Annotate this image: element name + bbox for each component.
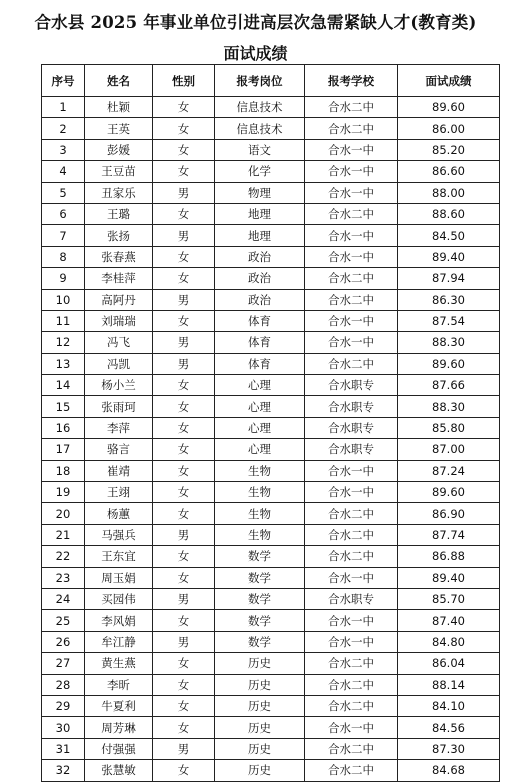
cell-score: 84.68: [398, 760, 500, 781]
cell-name: 骆言: [85, 439, 153, 460]
cell-school: 合水二中: [305, 289, 398, 310]
table-row: [42, 717, 500, 738]
cell-position: 生物: [215, 460, 305, 481]
cell-score: 89.60: [398, 482, 500, 503]
cell-school: 合水职专: [305, 375, 398, 396]
cell-position: 数学: [215, 567, 305, 588]
cell-gender: 女: [153, 503, 215, 524]
cell-no: 19: [42, 482, 85, 503]
cell-no: 26: [42, 631, 85, 652]
cell-gender: 女: [153, 610, 215, 631]
cell-position: 政治: [215, 289, 305, 310]
cell-score: 88.60: [398, 203, 500, 224]
cell-name: 周玉娟: [85, 567, 153, 588]
cell-score: 88.14: [398, 674, 500, 695]
cell-no: 31: [42, 738, 85, 759]
cell-gender: 女: [153, 760, 215, 781]
cell-school: 合水二中: [305, 97, 398, 118]
table-row: [42, 503, 500, 524]
cell-school: 合水一中: [305, 161, 398, 182]
table-row: [42, 567, 500, 588]
cell-score: 84.56: [398, 717, 500, 738]
scores-table: [41, 64, 500, 782]
cell-name: 冯凯: [85, 353, 153, 374]
cell-no: 1: [42, 97, 85, 118]
cell-name: 黄生燕: [85, 653, 153, 674]
table-row: [42, 310, 500, 331]
cell-score: 88.30: [398, 396, 500, 417]
cell-school: 合水二中: [305, 353, 398, 374]
cell-name: 李风娟: [85, 610, 153, 631]
cell-name: 李萍: [85, 417, 153, 438]
cell-gender: 女: [153, 310, 215, 331]
cell-no: 27: [42, 653, 85, 674]
cell-school: 合水二中: [305, 546, 398, 567]
header-gender: 性别: [153, 65, 215, 97]
table-row: [42, 760, 500, 781]
cell-no: 3: [42, 139, 85, 160]
cell-gender: 男: [153, 332, 215, 353]
cell-school: 合水一中: [305, 310, 398, 331]
cell-school: 合水一中: [305, 182, 398, 203]
cell-no: 9: [42, 268, 85, 289]
cell-position: 生物: [215, 482, 305, 503]
cell-no: 4: [42, 161, 85, 182]
cell-school: 合水一中: [305, 139, 398, 160]
cell-school: 合水职专: [305, 417, 398, 438]
cell-school: 合水二中: [305, 503, 398, 524]
table-row: [42, 460, 500, 481]
cell-gender: 男: [153, 289, 215, 310]
cell-no: 11: [42, 310, 85, 331]
cell-position: 信息技术: [215, 97, 305, 118]
cell-school: 合水二中: [305, 524, 398, 545]
table-row: [42, 289, 500, 310]
cell-position: 历史: [215, 695, 305, 716]
cell-name: 刘瑞瑞: [85, 310, 153, 331]
cell-position: 心理: [215, 439, 305, 460]
cell-no: 21: [42, 524, 85, 545]
cell-school: 合水二中: [305, 118, 398, 139]
cell-position: 政治: [215, 246, 305, 267]
cell-no: 30: [42, 717, 85, 738]
table-row: [42, 161, 500, 182]
cell-name: 张雨珂: [85, 396, 153, 417]
table-row: [42, 246, 500, 267]
table-row: [42, 97, 500, 118]
cell-score: 84.10: [398, 695, 500, 716]
cell-no: 25: [42, 610, 85, 631]
header-score: 面试成绩: [398, 65, 500, 97]
cell-score: 89.40: [398, 567, 500, 588]
cell-score: 89.60: [398, 97, 500, 118]
table-row: [42, 524, 500, 545]
cell-name: 王翊: [85, 482, 153, 503]
cell-gender: 女: [153, 482, 215, 503]
cell-no: 18: [42, 460, 85, 481]
cell-gender: 女: [153, 439, 215, 460]
cell-school: 合水一中: [305, 246, 398, 267]
document-title: 合水县 2025 年事业单位引进高层次急需紧缺人才(教育类): [34, 13, 477, 32]
table-row: [42, 439, 500, 460]
cell-no: 28: [42, 674, 85, 695]
table-row: [42, 203, 500, 224]
cell-position: 心理: [215, 396, 305, 417]
cell-gender: 女: [153, 203, 215, 224]
cell-position: 心理: [215, 417, 305, 438]
cell-name: 王豆苗: [85, 161, 153, 182]
cell-gender: 女: [153, 460, 215, 481]
cell-name: 杨蕙: [85, 503, 153, 524]
header-name: 姓名: [85, 65, 153, 97]
cell-school: 合水职专: [305, 396, 398, 417]
table-header: [42, 65, 500, 97]
cell-name: 丑家乐: [85, 182, 153, 203]
header-no: 序号: [42, 65, 85, 97]
cell-name: 高阿丹: [85, 289, 153, 310]
cell-name: 崔靖: [85, 460, 153, 481]
cell-name: 杨小兰: [85, 375, 153, 396]
cell-score: 84.50: [398, 225, 500, 246]
cell-no: 6: [42, 203, 85, 224]
cell-school: 合水二中: [305, 695, 398, 716]
cell-name: 张扬: [85, 225, 153, 246]
cell-position: 语文: [215, 139, 305, 160]
cell-no: 5: [42, 182, 85, 203]
cell-no: 29: [42, 695, 85, 716]
cell-no: 13: [42, 353, 85, 374]
header-position: 报考岗位: [215, 65, 305, 97]
cell-name: 付强强: [85, 738, 153, 759]
cell-name: 牛夏利: [85, 695, 153, 716]
cell-no: 14: [42, 375, 85, 396]
cell-score: 87.66: [398, 375, 500, 396]
cell-school: 合水一中: [305, 482, 398, 503]
cell-gender: 男: [153, 738, 215, 759]
table-row: [42, 139, 500, 160]
cell-score: 87.74: [398, 524, 500, 545]
cell-no: 20: [42, 503, 85, 524]
cell-no: 2: [42, 118, 85, 139]
cell-gender: 女: [153, 246, 215, 267]
cell-position: 地理: [215, 225, 305, 246]
cell-school: 合水一中: [305, 225, 398, 246]
cell-gender: 女: [153, 674, 215, 695]
cell-school: 合水二中: [305, 268, 398, 289]
cell-gender: 女: [153, 695, 215, 716]
cell-score: 87.54: [398, 310, 500, 331]
cell-gender: 女: [153, 396, 215, 417]
cell-school: 合水职专: [305, 439, 398, 460]
table-row: [42, 396, 500, 417]
cell-position: 历史: [215, 717, 305, 738]
cell-school: 合水二中: [305, 674, 398, 695]
table-row: [42, 118, 500, 139]
cell-name: 王英: [85, 118, 153, 139]
table-row: [42, 268, 500, 289]
cell-position: 物理: [215, 182, 305, 203]
cell-name: 王东宜: [85, 546, 153, 567]
cell-no: 23: [42, 567, 85, 588]
cell-position: 体育: [215, 332, 305, 353]
cell-position: 信息技术: [215, 118, 305, 139]
cell-score: 86.90: [398, 503, 500, 524]
cell-score: 88.00: [398, 182, 500, 203]
cell-name: 马强兵: [85, 524, 153, 545]
cell-no: 22: [42, 546, 85, 567]
cell-position: 历史: [215, 674, 305, 695]
cell-gender: 男: [153, 631, 215, 652]
table-row: [42, 482, 500, 503]
cell-score: 86.60: [398, 161, 500, 182]
table-row: [42, 375, 500, 396]
cell-score: 86.00: [398, 118, 500, 139]
cell-score: 85.20: [398, 139, 500, 160]
cell-school: 合水一中: [305, 332, 398, 353]
cell-gender: 男: [153, 524, 215, 545]
cell-school: 合水一中: [305, 567, 398, 588]
cell-position: 化学: [215, 161, 305, 182]
cell-no: 15: [42, 396, 85, 417]
cell-position: 数学: [215, 631, 305, 652]
cell-position: 历史: [215, 653, 305, 674]
cell-score: 87.24: [398, 460, 500, 481]
cell-name: 李昕: [85, 674, 153, 695]
cell-score: 87.94: [398, 268, 500, 289]
cell-name: 彭媛: [85, 139, 153, 160]
cell-no: 7: [42, 225, 85, 246]
table-row: [42, 353, 500, 374]
table-row: [42, 653, 500, 674]
cell-score: 86.30: [398, 289, 500, 310]
cell-school: 合水二中: [305, 653, 398, 674]
cell-score: 87.30: [398, 738, 500, 759]
cell-gender: 男: [153, 353, 215, 374]
table-body: [42, 97, 500, 782]
cell-gender: 女: [153, 417, 215, 438]
table-row: [42, 182, 500, 203]
table-row: [42, 674, 500, 695]
cell-school: 合水二中: [305, 738, 398, 759]
cell-gender: 男: [153, 225, 215, 246]
cell-no: 10: [42, 289, 85, 310]
cell-no: 17: [42, 439, 85, 460]
cell-gender: 女: [153, 118, 215, 139]
cell-position: 历史: [215, 738, 305, 759]
cell-gender: 女: [153, 268, 215, 289]
cell-position: 数学: [215, 546, 305, 567]
cell-score: 84.80: [398, 631, 500, 652]
cell-score: 89.60: [398, 353, 500, 374]
table-row: [42, 417, 500, 438]
table-row: [42, 546, 500, 567]
cell-name: 冯飞: [85, 332, 153, 353]
cell-school: 合水职专: [305, 588, 398, 609]
header-row: [42, 65, 500, 97]
cell-name: 王璐: [85, 203, 153, 224]
cell-school: 合水一中: [305, 631, 398, 652]
table-row: [42, 225, 500, 246]
cell-gender: 女: [153, 717, 215, 738]
cell-gender: 男: [153, 588, 215, 609]
cell-position: 体育: [215, 353, 305, 374]
cell-score: 89.40: [398, 246, 500, 267]
table-row: [42, 588, 500, 609]
cell-gender: 女: [153, 139, 215, 160]
document-subtitle: 面试成绩: [223, 44, 288, 63]
cell-position: 历史: [215, 760, 305, 781]
cell-name: 买园伟: [85, 588, 153, 609]
cell-score: 86.88: [398, 546, 500, 567]
cell-position: 心理: [215, 375, 305, 396]
cell-no: 12: [42, 332, 85, 353]
cell-school: 合水二中: [305, 760, 398, 781]
cell-name: 周芳琳: [85, 717, 153, 738]
cell-name: 牟江静: [85, 631, 153, 652]
cell-gender: 女: [153, 375, 215, 396]
cell-score: 88.30: [398, 332, 500, 353]
cell-school: 合水二中: [305, 203, 398, 224]
cell-position: 政治: [215, 268, 305, 289]
cell-no: 16: [42, 417, 85, 438]
cell-score: 85.70: [398, 588, 500, 609]
cell-school: 合水一中: [305, 460, 398, 481]
cell-name: 李桂萍: [85, 268, 153, 289]
cell-position: 体育: [215, 310, 305, 331]
table-row: [42, 695, 500, 716]
table-row: [42, 738, 500, 759]
table-row: [42, 332, 500, 353]
cell-gender: 女: [153, 567, 215, 588]
cell-position: 数学: [215, 610, 305, 631]
cell-gender: 女: [153, 546, 215, 567]
cell-score: 87.00: [398, 439, 500, 460]
cell-position: 地理: [215, 203, 305, 224]
cell-name: 张慧敏: [85, 760, 153, 781]
cell-no: 32: [42, 760, 85, 781]
cell-gender: 男: [153, 182, 215, 203]
cell-name: 张春燕: [85, 246, 153, 267]
cell-gender: 女: [153, 653, 215, 674]
cell-position: 数学: [215, 588, 305, 609]
cell-school: 合水一中: [305, 610, 398, 631]
table-row: [42, 610, 500, 631]
cell-gender: 女: [153, 161, 215, 182]
table-row: [42, 631, 500, 652]
cell-score: 85.80: [398, 417, 500, 438]
cell-score: 86.04: [398, 653, 500, 674]
cell-school: 合水一中: [305, 717, 398, 738]
cell-no: 24: [42, 588, 85, 609]
cell-name: 杜颖: [85, 97, 153, 118]
cell-score: 87.40: [398, 610, 500, 631]
cell-position: 生物: [215, 503, 305, 524]
header-school: 报考学校: [305, 65, 398, 97]
cell-position: 生物: [215, 524, 305, 545]
cell-gender: 女: [153, 97, 215, 118]
cell-no: 8: [42, 246, 85, 267]
